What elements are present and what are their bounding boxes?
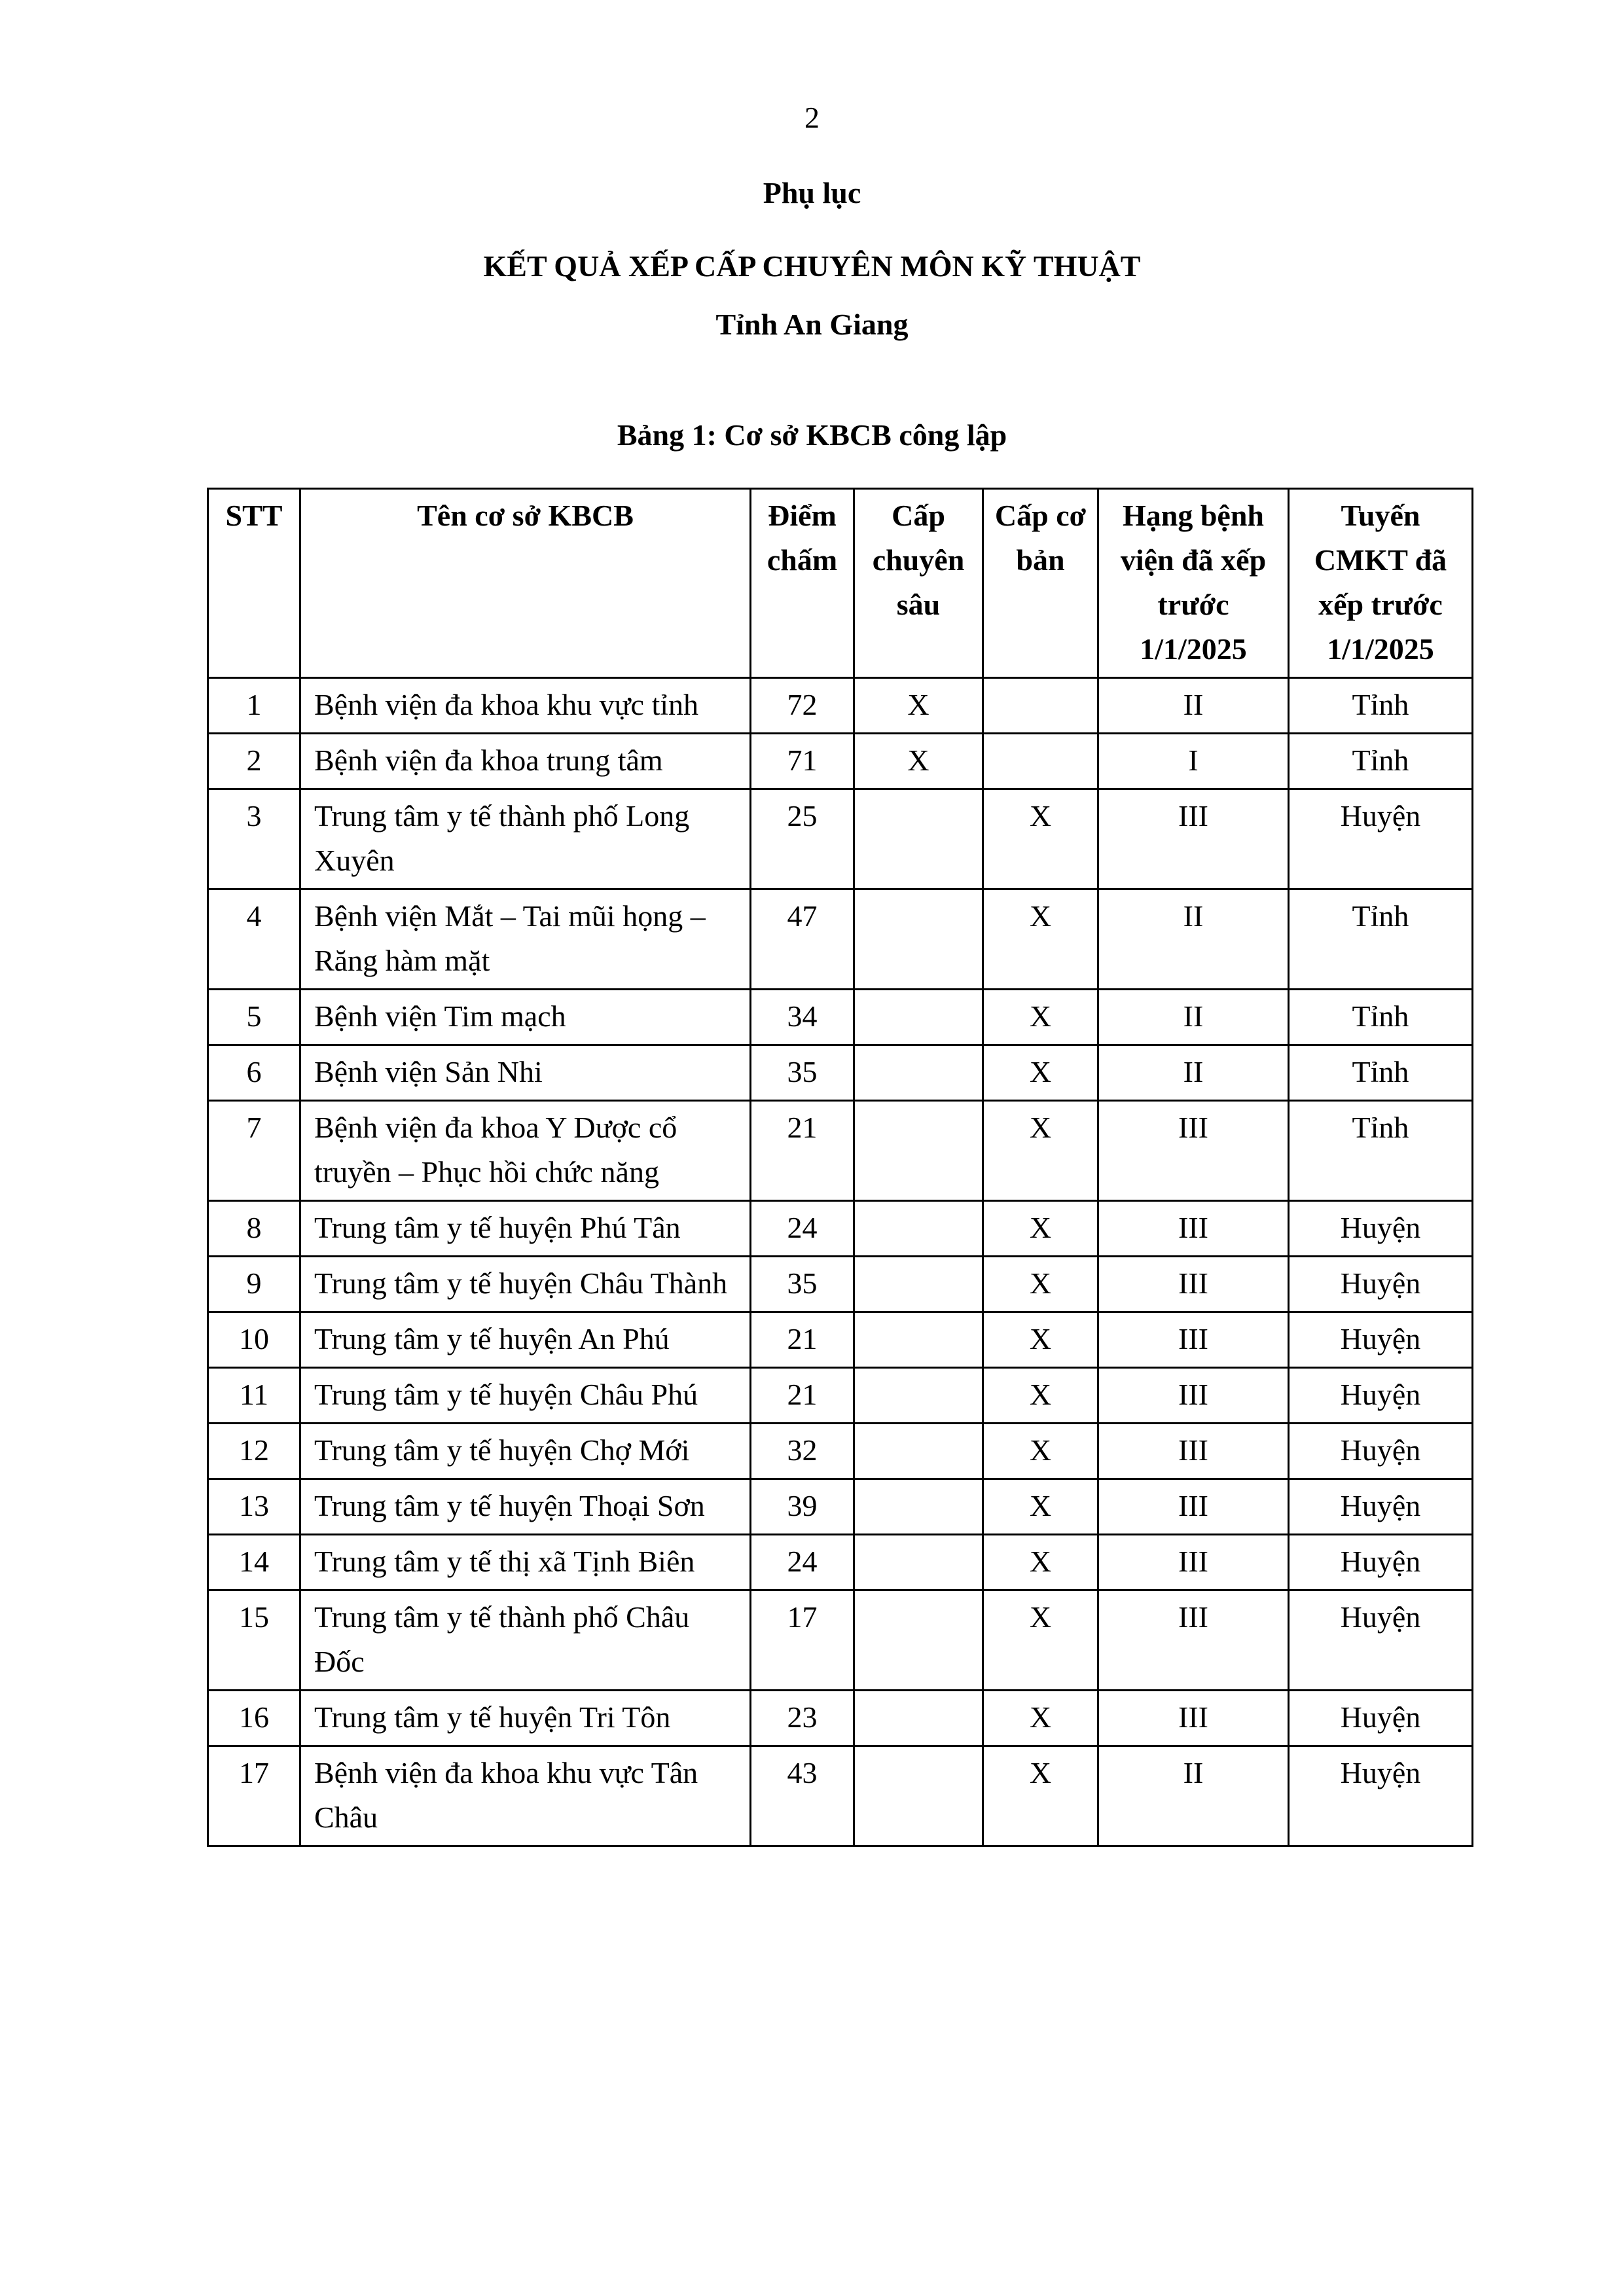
cell-advanced — [854, 1479, 983, 1535]
table-caption: Bảng 1: Cơ sở KBCB công lập — [617, 418, 1007, 452]
cell-hospital-rank: II — [1098, 990, 1289, 1045]
cell-name: Trung tâm y tế huyện An Phú — [300, 1312, 751, 1368]
cell-basic: X — [983, 1312, 1098, 1368]
cell-stt: 10 — [208, 1312, 300, 1368]
table-row — [208, 789, 1473, 889]
cell-advanced — [854, 990, 983, 1045]
cell-score: 17 — [751, 1590, 854, 1691]
header-score: Điểm chấm — [751, 489, 854, 678]
cell-cmkt-level: Huyện — [1289, 789, 1473, 889]
cell-advanced — [854, 1535, 983, 1590]
cell-cmkt-level: Huyện — [1289, 1746, 1473, 1846]
cell-basic: X — [983, 1045, 1098, 1101]
cell-name: Trung tâm y tế huyện Chợ Mới — [300, 1424, 751, 1479]
cell-basic — [983, 678, 1098, 734]
cell-stt: 4 — [208, 889, 300, 990]
cell-cmkt-level: Huyện — [1289, 1257, 1473, 1312]
cell-basic: X — [983, 789, 1098, 889]
cell-stt: 9 — [208, 1257, 300, 1312]
cell-basic: X — [983, 889, 1098, 990]
cell-name: Bệnh viện Mắt – Tai mũi họng – Răng hàm mặt — [300, 889, 751, 990]
cell-basic: X — [983, 990, 1098, 1045]
cell-hospital-rank: III — [1098, 1257, 1289, 1312]
table-body — [208, 678, 1473, 1846]
cell-stt: 3 — [208, 789, 300, 889]
cell-cmkt-level: Huyện — [1289, 1201, 1473, 1257]
cell-basic: X — [983, 1535, 1098, 1590]
cell-stt: 13 — [208, 1479, 300, 1535]
table-row — [208, 1590, 1473, 1691]
table-row — [208, 1368, 1473, 1424]
cell-name: Bệnh viện Sản Nhi — [300, 1045, 751, 1101]
cell-hospital-rank: III — [1098, 1424, 1289, 1479]
cell-name: Trung tâm y tế thành phố Long Xuyên — [300, 789, 751, 889]
table-row — [208, 1201, 1473, 1257]
header-cmkt-level: Tuyến CMKT đã xếp trước 1/1/2025 — [1289, 489, 1473, 678]
report-title: KẾT QUẢ XẾP CẤP CHUYÊN MÔN KỸ THUẬT — [483, 249, 1141, 283]
cell-score: 35 — [751, 1045, 854, 1101]
cell-hospital-rank: II — [1098, 678, 1289, 734]
cell-advanced — [854, 1368, 983, 1424]
cell-stt: 16 — [208, 1691, 300, 1746]
cell-name: Trung tâm y tế huyện Thoại Sơn — [300, 1479, 751, 1535]
cell-stt: 5 — [208, 990, 300, 1045]
cell-score: 25 — [751, 789, 854, 889]
cell-basic: X — [983, 1201, 1098, 1257]
cell-cmkt-level: Huyện — [1289, 1424, 1473, 1479]
cell-stt: 12 — [208, 1424, 300, 1479]
cell-score: 23 — [751, 1691, 854, 1746]
facility-table — [207, 488, 1473, 1847]
province-title: Tỉnh An Giang — [715, 308, 909, 341]
cell-cmkt-level: Huyện — [1289, 1590, 1473, 1691]
cell-stt: 2 — [208, 734, 300, 789]
cell-basic — [983, 734, 1098, 789]
cell-advanced — [854, 1590, 983, 1691]
table-row — [208, 1257, 1473, 1312]
cell-advanced: X — [854, 678, 983, 734]
cell-basic: X — [983, 1691, 1098, 1746]
table-row — [208, 1479, 1473, 1535]
table-row — [208, 678, 1473, 734]
cell-hospital-rank: III — [1098, 1201, 1289, 1257]
cell-stt: 17 — [208, 1746, 300, 1846]
cell-basic: X — [983, 1746, 1098, 1846]
cell-score: 32 — [751, 1424, 854, 1479]
table-row — [208, 1746, 1473, 1846]
cell-advanced — [854, 889, 983, 990]
table-row — [208, 1045, 1473, 1101]
table-row — [208, 889, 1473, 990]
table-header-row — [208, 489, 1473, 678]
cell-stt: 14 — [208, 1535, 300, 1590]
header-stt: STT — [208, 489, 300, 678]
page-number: 2 — [804, 101, 820, 134]
cell-hospital-rank: II — [1098, 1045, 1289, 1101]
cell-score: 21 — [751, 1312, 854, 1368]
cell-hospital-rank: III — [1098, 1590, 1289, 1691]
cell-advanced — [854, 1424, 983, 1479]
table-row — [208, 1535, 1473, 1590]
cell-score: 21 — [751, 1101, 854, 1201]
table-row — [208, 1424, 1473, 1479]
cell-stt: 11 — [208, 1368, 300, 1424]
cell-name: Bệnh viện Tim mạch — [300, 990, 751, 1045]
cell-cmkt-level: Tỉnh — [1289, 734, 1473, 789]
cell-cmkt-level: Huyện — [1289, 1535, 1473, 1590]
cell-score: 24 — [751, 1535, 854, 1590]
cell-cmkt-level: Huyện — [1289, 1368, 1473, 1424]
cell-hospital-rank: III — [1098, 1691, 1289, 1746]
header-advanced: Cấp chuyên sâu — [854, 489, 983, 678]
table-row — [208, 734, 1473, 789]
cell-stt: 8 — [208, 1201, 300, 1257]
cell-score: 39 — [751, 1479, 854, 1535]
appendix-title: Phụ lục — [763, 176, 861, 209]
cell-name: Bệnh viện đa khoa khu vực Tân Châu — [300, 1746, 751, 1846]
header-hospital-rank: Hạng bệnh viện đã xếp trước 1/1/2025 — [1098, 489, 1289, 678]
cell-hospital-rank: II — [1098, 1746, 1289, 1846]
cell-hospital-rank: III — [1098, 1368, 1289, 1424]
cell-basic: X — [983, 1368, 1098, 1424]
cell-score: 24 — [751, 1201, 854, 1257]
cell-advanced — [854, 1257, 983, 1312]
cell-cmkt-level: Tỉnh — [1289, 1045, 1473, 1101]
cell-advanced — [854, 1746, 983, 1846]
cell-name: Trung tâm y tế huyện Tri Tôn — [300, 1691, 751, 1746]
cell-score: 43 — [751, 1746, 854, 1846]
cell-advanced: X — [854, 734, 983, 789]
cell-advanced — [854, 789, 983, 889]
cell-cmkt-level: Tỉnh — [1289, 678, 1473, 734]
cell-basic: X — [983, 1257, 1098, 1312]
table-row — [208, 1101, 1473, 1201]
cell-hospital-rank: II — [1098, 889, 1289, 990]
cell-score: 34 — [751, 990, 854, 1045]
cell-advanced — [854, 1201, 983, 1257]
cell-name: Trung tâm y tế huyện Phú Tân — [300, 1201, 751, 1257]
cell-stt: 1 — [208, 678, 300, 734]
cell-name: Trung tâm y tế thành phố Châu Đốc — [300, 1590, 751, 1691]
cell-score: 21 — [751, 1368, 854, 1424]
cell-cmkt-level: Huyện — [1289, 1312, 1473, 1368]
cell-name: Bệnh viện đa khoa Y Dược cổ truyền – Phục hồi chức năng — [300, 1101, 751, 1201]
cell-hospital-rank: III — [1098, 1535, 1289, 1590]
cell-basic: X — [983, 1479, 1098, 1535]
cell-name: Trung tâm y tế huyện Châu Phú — [300, 1368, 751, 1424]
cell-basic: X — [983, 1424, 1098, 1479]
cell-hospital-rank: III — [1098, 789, 1289, 889]
cell-advanced — [854, 1691, 983, 1746]
cell-advanced — [854, 1045, 983, 1101]
cell-hospital-rank: III — [1098, 1312, 1289, 1368]
table-row — [208, 1691, 1473, 1746]
cell-score: 71 — [751, 734, 854, 789]
cell-cmkt-level: Huyện — [1289, 1479, 1473, 1535]
cell-score: 72 — [751, 678, 854, 734]
cell-stt: 7 — [208, 1101, 300, 1201]
table-row — [208, 1312, 1473, 1368]
table-row — [208, 990, 1473, 1045]
cell-stt: 15 — [208, 1590, 300, 1691]
cell-cmkt-level: Tỉnh — [1289, 889, 1473, 990]
cell-advanced — [854, 1101, 983, 1201]
header-basic: Cấp cơ bản — [983, 489, 1098, 678]
cell-stt: 6 — [208, 1045, 300, 1101]
cell-name: Trung tâm y tế huyện Châu Thành — [300, 1257, 751, 1312]
cell-basic: X — [983, 1590, 1098, 1691]
cell-name: Trung tâm y tế thị xã Tịnh Biên — [300, 1535, 751, 1590]
cell-cmkt-level: Huyện — [1289, 1691, 1473, 1746]
cell-basic: X — [983, 1101, 1098, 1201]
cell-cmkt-level: Tỉnh — [1289, 990, 1473, 1045]
cell-hospital-rank: III — [1098, 1101, 1289, 1201]
cell-hospital-rank: I — [1098, 734, 1289, 789]
cell-cmkt-level: Tỉnh — [1289, 1101, 1473, 1201]
cell-name: Bệnh viện đa khoa trung tâm — [300, 734, 751, 789]
cell-advanced — [854, 1312, 983, 1368]
cell-score: 47 — [751, 889, 854, 990]
cell-score: 35 — [751, 1257, 854, 1312]
cell-hospital-rank: III — [1098, 1479, 1289, 1535]
header-name: Tên cơ sở KBCB — [300, 489, 751, 678]
cell-name: Bệnh viện đa khoa khu vực tỉnh — [300, 678, 751, 734]
